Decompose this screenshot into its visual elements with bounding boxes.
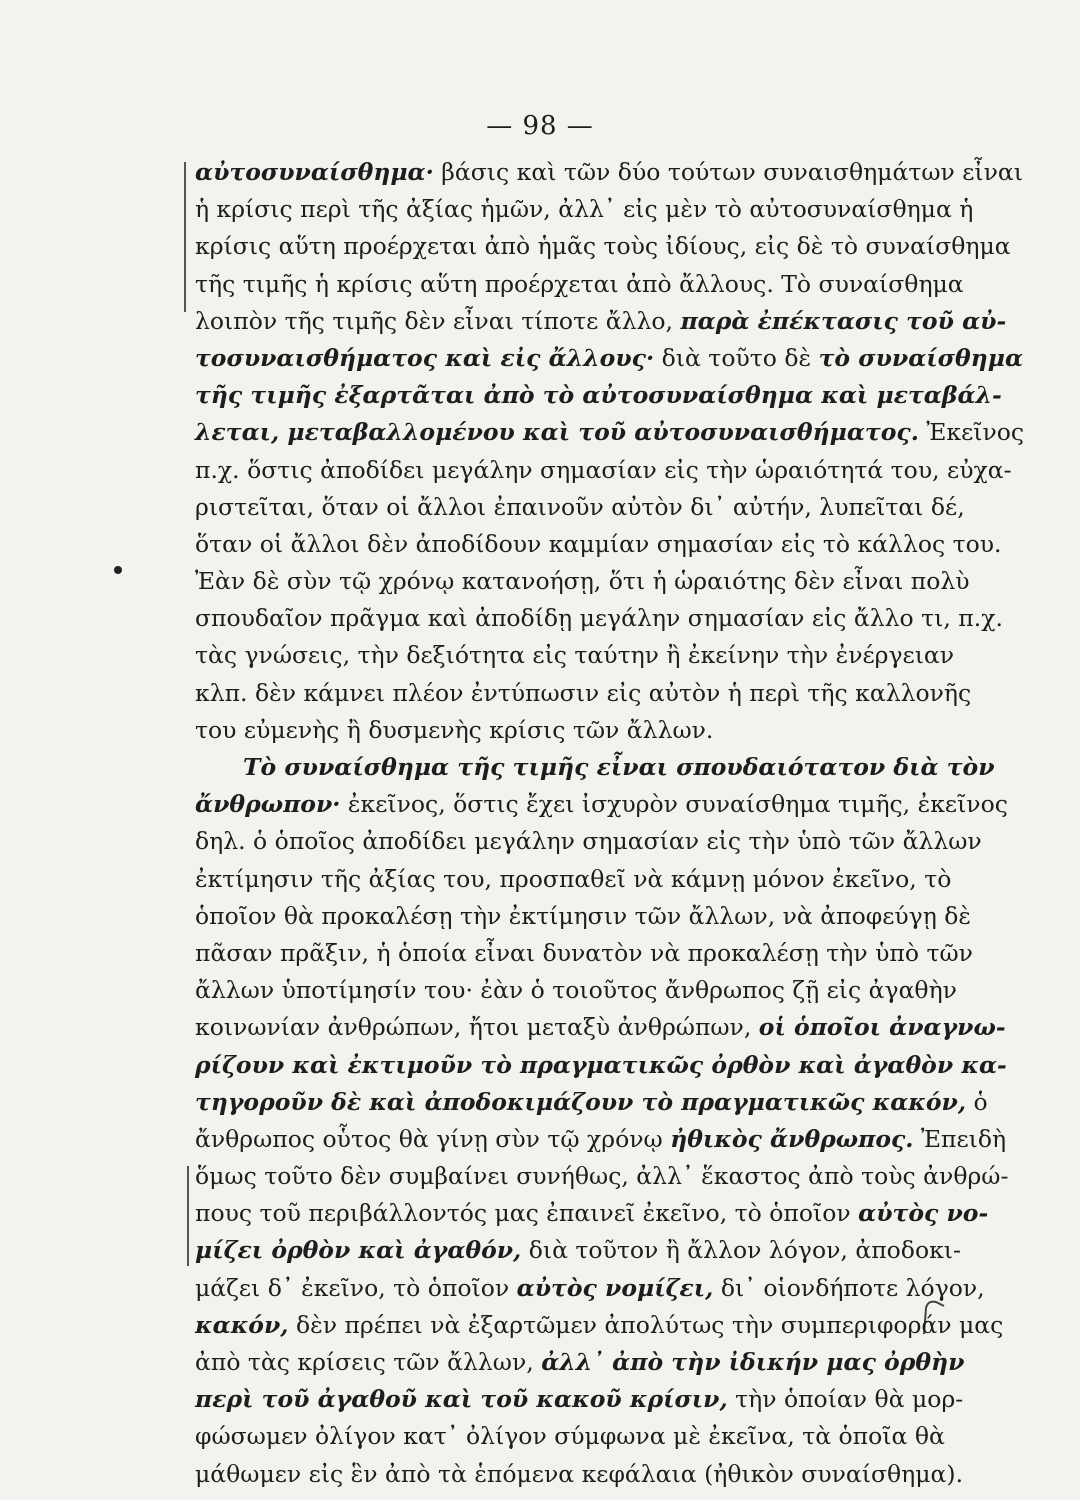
emphasis-text: μίζει ὀρθὸν καὶ ἀγαθόν,	[195, 1236, 522, 1265]
margin-dot	[114, 566, 122, 574]
plain-text: τὴν ὁποίαν θὰ μορ-	[727, 1385, 964, 1414]
text-line	[195, 1084, 988, 1121]
plain-text: ἄλλων ὑποτίμησίν του· ἐὰν ὁ τοιοῦτος ἄνθρωπος ζῇ εἰς ἀγαθὴν	[195, 976, 957, 1005]
emphasis-text: αὐτοσυναίσθημα·	[195, 158, 434, 186]
plain-text: μάθωμεν εἰς ἓν ἀπὸ τὰ ἑπόμενα κεφάλαια (ἠθικὸν συναίσθημα).	[195, 1459, 964, 1488]
plain-text: πᾶσαν πρᾶξιν, ἡ ὁποία εἶναι δυνατὸν νὰ προκαλέσῃ τὴν ὑπὸ τῶν	[195, 938, 973, 967]
text-line	[195, 489, 965, 526]
margin-mark	[184, 162, 186, 312]
emphasis-text: ἠθικὸς ἄνθρωπος.	[670, 1124, 914, 1153]
plain-text: κοινωνίαν ἀνθρώπων, ἤτοι μεταξὺ ἀνθρώπων,	[195, 1013, 759, 1042]
text-line	[195, 1270, 985, 1307]
text-line	[195, 786, 1008, 823]
emphasis-text: λεται, μεταβαλλομένου καὶ τοῦ αὐτοσυναισθήματος.	[195, 418, 919, 447]
text-line	[195, 563, 970, 600]
text-line	[195, 1418, 945, 1455]
emphasis-text: ρίζουν καὶ ἐκτιμοῦν τὸ πραγματικῶς ὀρθὸν καὶ ἀγαθὸν κα-	[195, 1050, 1007, 1079]
plain-text: φώσωμεν ὀλίγον κατ᾽ ὀλίγον σύμφωνα μὲ ἐκεῖνα, τὰ ὁποῖα θὰ	[195, 1422, 945, 1451]
plain-text: Ἐπειδὴ	[913, 1124, 1007, 1153]
text-line	[195, 1009, 1006, 1046]
text-line	[195, 377, 1002, 414]
text-line	[195, 340, 1024, 377]
plain-text: ἐκτίμησιν τῆς ἀξίας του, προσπαθεῖ νὰ κάμνῃ μόνον ἐκεῖνο, τὸ	[195, 864, 952, 893]
plain-text: δὲν πρέπει νὰ ἐξαρτῶμεν ἀπολύτως τὴν συμπεριφοράν μας	[288, 1310, 1004, 1339]
plain-text: ἀπὸ τὰς κρίσεις τῶν ἄλλων,	[195, 1348, 542, 1376]
emphasis-text: παρὰ ἐπέκτασις τοῦ αὐ-	[680, 306, 1007, 335]
text-line	[195, 154, 1023, 191]
emphasis-text: ἀλλ᾽ ἀπὸ τὴν ἰδικήν μας ὀρθὴν	[541, 1348, 965, 1376]
plain-text: τὰς γνώσεις, τὴν δεξιότητα εἰς ταύτην ἢ ἐκείνην τὴν ἐνέργειαν	[195, 641, 955, 670]
emphasis-text: οἱ ὁποῖοι ἀναγνω-	[758, 1013, 1006, 1042]
text-line	[195, 861, 952, 898]
text-line	[195, 1344, 965, 1381]
plain-text: π.χ. ὅστις ἀποδίδει μεγάλην σημασίαν εἰς τὴν ὡραιότητά του, εὐχα-	[195, 455, 1012, 484]
text-line	[195, 637, 955, 674]
text-line	[195, 266, 964, 303]
plain-text: ὅταν οἱ ἄλλοι δὲν ἀποδίδουν καμμίαν σημασίαν εἰς τὸ κάλλος του.	[195, 529, 1002, 558]
text-line	[195, 1381, 964, 1418]
plain-text: μάζει δ᾽ ἐκεῖνο, τὸ ὁποῖον	[195, 1273, 517, 1302]
text-line	[195, 1047, 1007, 1084]
plain-text: δηλ. ὁ ὁποῖος ἀποδίδει μεγάλην σημασίαν εἰς τὴν ὑπὸ τῶν ἄλλων	[195, 827, 982, 856]
text-line	[195, 712, 923, 749]
page-number: — 98 —	[486, 111, 594, 141]
text-line	[195, 1456, 964, 1493]
text-line	[195, 1307, 1004, 1344]
plain-text: διὰ τοῦτο δὲ	[654, 343, 819, 372]
plain-text: κλπ. δὲν κάμνει πλέον ἐντύπωσιν εἰς αὐτὸν ἡ περὶ τῆς καλλονῆς	[195, 678, 972, 707]
text-line	[195, 972, 957, 1009]
plain-text: ἡ κρίσις περὶ τῆς ἀξίας ἡμῶν, ἀλλ᾽ εἰς μὲν τὸ αὐτοσυναίσθημα ἡ	[195, 195, 974, 224]
text-line	[195, 303, 1007, 340]
plain-text: διὰ τοῦτον ἢ ἄλλον λόγον, ἀποδοκι-	[521, 1236, 961, 1265]
text-line	[195, 823, 982, 860]
text-line	[195, 600, 1003, 637]
plain-text: σπουδαῖον πρᾶγμα καὶ ἀποδίδῃ μεγάλην σημασίαν εἰς ἄλλο τι, π.χ.	[195, 604, 1003, 633]
plain-text: ριστεῖται, ὅταν οἱ ἄλλοι ἐπαινοῦν αὐτὸν δι᾽ αὐτήν, λυπεῖται δέ,	[195, 492, 965, 521]
text-line	[195, 1232, 961, 1269]
emphasis-text: τὸ συναίσθημα	[818, 343, 1024, 372]
plain-text: πους τοῦ περιβάλλοντός μας ἐπαινεῖ ἐκεῖνο, τὸ ὁποῖον	[195, 1199, 859, 1228]
plain-text: λοιπὸν τῆς τιμῆς δὲν εἶναι τίποτε ἄλλο,	[195, 306, 681, 335]
plain-text: ἐκεῖνος, ὅστις ἔχει ἰσχυρὸν συναίσθημα τιμῆς, ἐκεῖνος	[340, 790, 1008, 819]
emphasis-text: τηγοροῦν δὲ καὶ ἀποδοκιμάζουν τὸ πραγματικῶς κακόν,	[195, 1087, 967, 1116]
text-line	[195, 1121, 1007, 1158]
body-text	[195, 154, 1025, 1493]
plain-text: βάσις καὶ τῶν δύο τούτων συναισθημάτων εἶναι	[433, 158, 1023, 186]
emphasis-text: Τὸ συναίσθημα τῆς τιμῆς εἶναι σπουδαιότατον διὰ τὸν	[243, 753, 995, 781]
plain-text: ἄνθρωπος οὗτος θὰ γίνῃ σὺν τῷ χρόνῳ	[195, 1124, 671, 1153]
plain-text: δι᾽ οἱονδήποτε λόγον,	[713, 1273, 985, 1302]
plain-text: ὁποῖον θὰ προκαλέσῃ τὴν ἐκτίμησιν τῶν ἄλλων, νὰ ἀποφεύγῃ δὲ	[195, 901, 972, 930]
emphasis-text: αὐτὸς νο-	[858, 1199, 989, 1228]
plain-text: κρίσις αὕτη προέρχεται ἀπὸ ἡμᾶς τοὺς ἰδίους, εἰς δὲ τὸ συναίσθημα	[195, 232, 1011, 261]
text-line	[195, 935, 973, 972]
emphasis-text: περὶ τοῦ ἀγαθοῦ καὶ τοῦ κακοῦ κρίσιν,	[195, 1385, 728, 1414]
text-line	[195, 191, 974, 228]
text-line	[195, 228, 1011, 265]
text-line	[195, 898, 972, 935]
plain-text: Ἐὰν δὲ σὺν τῷ χρόνῳ κατανοήσῃ, ὅτι ἡ ὡραιότης δὲν εἶναι πολὺ	[195, 567, 970, 596]
text-line	[195, 526, 1002, 563]
text-line	[195, 749, 995, 786]
plain-text: τῆς τιμῆς ἡ κρίσις αὕτη προέρχεται ἀπὸ ἄλλους. Τὸ συναίσθημα	[195, 269, 964, 298]
plain-text: ὅμως τοῦτο δὲν συμβαίνει συνήθως, ἀλλ᾽ ἕκαστος ἀπὸ τοὺς ἀνθρώ-	[195, 1162, 1009, 1191]
plain-text: του εὐμενὴς ἢ δυσμενὴς κρίσις τῶν ἄλλων.	[195, 715, 714, 744]
emphasis-text: τῆς τιμῆς ἐξαρτᾶται ἀπὸ τὸ αὐτοσυναίσθημα καὶ μεταβάλ-	[195, 381, 1002, 410]
margin-mark	[187, 1166, 189, 1266]
plain-text: ὁ	[966, 1087, 988, 1116]
plain-text: Ἐκεῖνος	[918, 418, 1025, 447]
text-line	[195, 675, 972, 712]
text-line	[195, 1195, 989, 1232]
text-line	[195, 452, 1012, 489]
text-line	[195, 1158, 1009, 1195]
emphasis-text: ἄνθρωπον·	[195, 790, 341, 819]
emphasis-text: τοσυναισθήματος καὶ εἰς ἄλλους·	[195, 343, 655, 372]
text-line	[195, 414, 1025, 451]
emphasis-text: κακόν,	[195, 1310, 289, 1339]
emphasis-text: αὐτὸς νομίζει,	[516, 1273, 714, 1302]
